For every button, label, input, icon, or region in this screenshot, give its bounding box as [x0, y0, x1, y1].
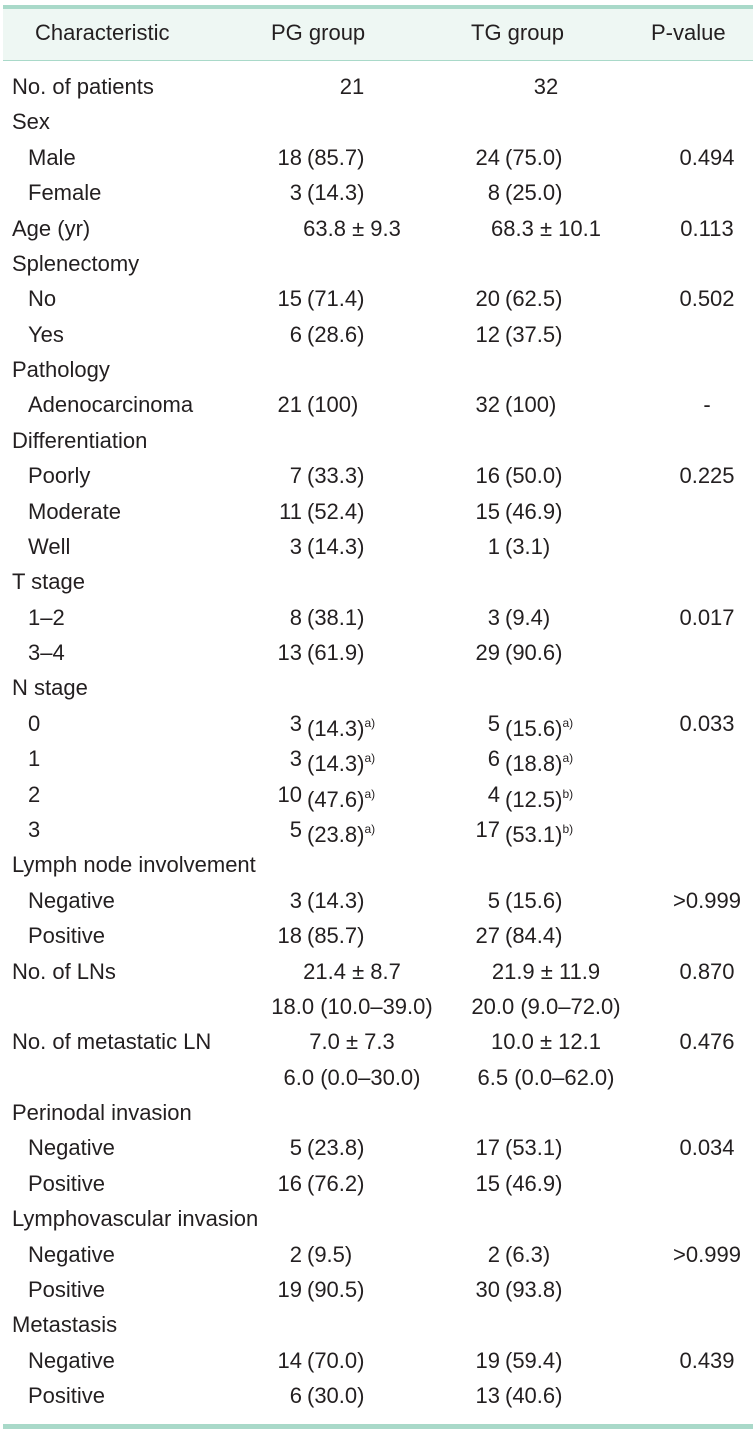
row-label: T stage [12, 569, 85, 595]
pg-percent-text: (14.3) [307, 887, 365, 913]
pg-percent-text: (100) [307, 392, 359, 418]
pg-footnote-mark: a) [364, 821, 376, 836]
pg-count: 5 [289, 1135, 302, 1161]
p-value: 0.870 [679, 958, 735, 984]
tg-percent-text: (84.4) [505, 923, 563, 949]
tg-percent-text: (6.3) [505, 1241, 551, 1267]
row-label: Well [28, 533, 71, 559]
table-row [0, 670, 756, 705]
pg-percent [307, 317, 364, 352]
p-value: 0.502 [679, 286, 735, 312]
table-row [0, 352, 756, 387]
tg-percent-text: (37.5) [505, 321, 563, 347]
pg-percent [307, 812, 375, 852]
pg-percent [307, 1378, 364, 1413]
row-label: Sex [12, 109, 50, 135]
tg-count: 24 [475, 144, 500, 170]
tg-percent [505, 387, 556, 422]
p-value: 0.225 [679, 463, 735, 489]
pg-count: 15 [277, 286, 302, 312]
row-label: No [28, 286, 57, 312]
p-value: 0.476 [679, 1029, 735, 1055]
table-row [0, 812, 756, 847]
tg-count: 17 [475, 816, 500, 842]
row-label: Pathology [12, 357, 110, 383]
pg-percent [307, 635, 364, 670]
pg-percent-text: (90.5) [307, 1276, 365, 1302]
pg-percent-text: (14.3) [307, 715, 365, 741]
pg-count: 18 [277, 144, 302, 170]
tg-percent-text: (40.6) [505, 1383, 563, 1409]
table-row [0, 777, 756, 812]
row-label: 1 [28, 746, 41, 772]
pg-percent-text: (23.8) [307, 1135, 365, 1161]
table-row [0, 140, 756, 175]
tg-percent-text: (12.5) [505, 786, 563, 812]
tg-percent [505, 529, 550, 564]
tg-count: 30 [475, 1276, 500, 1302]
row-label: No. of LNs [12, 958, 116, 984]
table-row [0, 1024, 756, 1059]
pg-percent-text: (14.3) [307, 180, 365, 206]
tg-count: 12 [475, 321, 500, 347]
table-row [0, 954, 756, 989]
tg-count: 3 [487, 604, 500, 630]
row-label: No. of metastatic LN [12, 1029, 212, 1055]
pg-count: 18 [277, 923, 302, 949]
row-label: Yes [28, 321, 64, 347]
table-row [0, 104, 756, 139]
tg-percent [505, 741, 573, 781]
table-row [0, 989, 756, 1024]
row-label: Negative [28, 1135, 115, 1161]
pg-percent [307, 140, 364, 175]
pg-percent-text: (76.2) [307, 1170, 365, 1196]
tg-footnote-mark: a) [562, 715, 574, 730]
tg-count: 20 [475, 286, 500, 312]
row-label: 3 [28, 816, 41, 842]
row-label: Moderate [28, 498, 121, 524]
tg-count: 29 [475, 640, 500, 666]
pg-percent [307, 918, 364, 953]
row-label: Negative [28, 1347, 115, 1373]
table-row [0, 211, 756, 246]
tg-percent [505, 918, 562, 953]
pg-value: 21.4 ± 8.7 [303, 958, 401, 984]
table-row [0, 494, 756, 529]
tg-count: 13 [475, 1383, 500, 1409]
pg-count: 11 [279, 498, 302, 524]
tg-value: 20.0 (9.0–72.0) [471, 993, 621, 1019]
tg-percent-text: (59.4) [505, 1347, 563, 1373]
table-row [0, 741, 756, 776]
row-label: Negative [28, 887, 115, 913]
pg-count: 6 [289, 1383, 302, 1409]
pg-percent [307, 706, 375, 746]
table-row [0, 246, 756, 281]
tg-count: 1 [487, 533, 500, 559]
row-label: Male [28, 144, 76, 170]
row-label: Splenectomy [12, 250, 140, 276]
p-value: 0.494 [679, 144, 735, 170]
row-label: No. of patients [12, 74, 154, 99]
pg-percent [307, 387, 358, 422]
tg-percent [505, 175, 562, 210]
pg-count: 13 [277, 640, 302, 666]
table-row [0, 847, 756, 882]
table-row [0, 1343, 756, 1378]
pg-percent [307, 494, 364, 529]
pg-percent [307, 529, 364, 564]
tg-percent [505, 1378, 562, 1413]
row-label: 2 [28, 781, 41, 807]
table-row [0, 706, 756, 741]
pg-count: 7 [289, 463, 302, 489]
pg-percent-text: (38.1) [307, 604, 365, 630]
tg-percent-text: (90.6) [505, 640, 563, 666]
row-label: Negative [28, 1241, 115, 1267]
pg-percent-text: (85.7) [307, 144, 365, 170]
table-row [0, 883, 756, 918]
p-value: >0.999 [673, 1241, 741, 1267]
pg-percent-text: (52.4) [307, 498, 365, 524]
p-value: 0.439 [679, 1347, 735, 1373]
row-label: Lymph node involvement [12, 852, 256, 878]
tg-percent [505, 494, 562, 529]
p-value: 0.017 [679, 604, 735, 630]
header-characteristic: Characteristic [35, 20, 170, 45]
tg-percent [505, 706, 573, 746]
pg-value: 7.0 ± 7.3 [309, 1029, 395, 1055]
header-pg-group: PG group [271, 20, 366, 45]
table-row [0, 175, 756, 210]
tg-percent-text: (18.8) [505, 751, 563, 777]
table-row [0, 1130, 756, 1165]
tg-footnote-mark: b) [562, 786, 574, 801]
table-row [0, 1166, 756, 1201]
tg-percent [505, 1130, 562, 1165]
pg-percent-text: (14.3) [307, 751, 365, 777]
pg-percent-text: (33.3) [307, 463, 365, 489]
p-value: 0.113 [680, 215, 734, 241]
tg-count: 15 [475, 1170, 500, 1196]
tg-percent-text: (62.5) [505, 286, 563, 312]
pg-percent [307, 1272, 364, 1307]
pg-value: 18.0 (10.0–39.0) [271, 993, 433, 1019]
tg-count: 5 [487, 710, 500, 736]
table-row [0, 1378, 756, 1413]
pg-percent-text: (61.9) [307, 640, 365, 666]
pg-footnote-mark: a) [364, 715, 376, 730]
row-label: Perinodal invasion [12, 1100, 192, 1126]
p-value: >0.999 [673, 887, 741, 913]
pg-value: 21 [339, 74, 365, 99]
pg-percent [307, 741, 375, 781]
tg-count: 32 [475, 392, 500, 418]
pg-count: 21 [277, 392, 302, 418]
row-label: Positive [28, 1276, 106, 1302]
tg-count: 2 [487, 1241, 500, 1267]
tg-count: 16 [475, 463, 500, 489]
table-row [0, 1307, 756, 1342]
tg-percent [505, 140, 562, 175]
tg-percent-text: (100) [505, 392, 557, 418]
pg-percent [307, 883, 364, 918]
table-row [0, 1095, 756, 1130]
table-row [0, 918, 756, 953]
pg-count: 8 [289, 604, 302, 630]
pg-percent-text: (14.3) [307, 533, 365, 559]
pg-count: 3 [289, 533, 302, 559]
table-row [0, 458, 756, 493]
row-label: Positive [28, 1170, 106, 1196]
row-label: Lymphovascular invasion [12, 1206, 259, 1232]
table-row [0, 69, 756, 104]
table-row [0, 1272, 756, 1307]
pg-percent-text: (9.5) [307, 1241, 353, 1267]
tg-percent [505, 1343, 562, 1378]
tg-value: 32 [533, 74, 559, 99]
table-row [0, 600, 756, 635]
p-value: 0.033 [679, 710, 735, 736]
pg-count: 6 [289, 321, 302, 347]
tg-percent [505, 883, 562, 918]
pg-percent [307, 777, 375, 817]
tg-percent-text: (25.0) [505, 180, 563, 206]
pg-count: 3 [289, 887, 302, 913]
tg-percent-text: (53.1) [505, 1135, 563, 1161]
row-label: Positive [28, 923, 106, 949]
tg-percent [505, 281, 562, 316]
table-row [0, 564, 756, 599]
tg-percent [505, 812, 573, 852]
table-row [0, 1060, 756, 1095]
tg-percent-text: (15.6) [505, 715, 563, 741]
pg-count: 14 [277, 1347, 302, 1373]
row-label: Age (yr) [12, 215, 91, 241]
tg-count: 5 [487, 887, 500, 913]
row-label: Adenocarcinoma [28, 392, 194, 418]
header-p-value: P-value [651, 20, 726, 45]
header-tg-group: TG group [471, 20, 564, 45]
pg-percent-text: (71.4) [307, 286, 365, 312]
pg-count: 5 [289, 816, 302, 842]
tg-value: 68.3 ± 10.1 [491, 215, 601, 241]
row-label: 3–4 [28, 640, 65, 666]
tg-percent-text: (46.9) [505, 1170, 563, 1196]
row-label: Differentiation [12, 427, 148, 453]
tg-count: 6 [487, 746, 500, 772]
pg-count: 3 [289, 710, 302, 736]
pg-percent-text: (30.0) [307, 1383, 365, 1409]
tg-percent [505, 635, 562, 670]
tg-percent [505, 1237, 550, 1272]
tg-value: 6.5 (0.0–62.0) [477, 1064, 615, 1090]
table-row [0, 423, 756, 458]
tg-count: 17 [475, 1135, 500, 1161]
pg-percent [307, 281, 364, 316]
pg-percent [307, 1237, 352, 1272]
pg-percent [307, 1130, 364, 1165]
table-row [0, 1201, 756, 1236]
tg-percent-text: (9.4) [505, 604, 551, 630]
pg-percent-text: (70.0) [307, 1347, 365, 1373]
p-value: 0.034 [679, 1135, 735, 1161]
row-label: Positive [28, 1383, 106, 1409]
table-row [0, 281, 756, 316]
tg-percent-text: (46.9) [505, 498, 563, 524]
pg-count: 19 [277, 1276, 302, 1302]
pg-footnote-mark: a) [364, 786, 376, 801]
tg-percent [505, 600, 550, 635]
pg-percent [307, 1343, 364, 1378]
pg-count: 3 [289, 180, 302, 206]
row-label: Poorly [28, 463, 91, 489]
table-header [3, 9, 753, 61]
pg-percent-text: (23.8) [307, 821, 365, 847]
pg-value: 63.8 ± 9.3 [303, 215, 401, 241]
tg-percent [505, 777, 573, 817]
row-label: 0 [28, 710, 41, 736]
row-label: 1–2 [28, 604, 65, 630]
table-row [0, 317, 756, 352]
p-value: - [703, 392, 711, 418]
tg-percent [505, 317, 562, 352]
tg-value: 10.0 ± 12.1 [491, 1029, 601, 1055]
tg-percent-text: (53.1) [505, 821, 563, 847]
tg-percent-text: (3.1) [505, 533, 551, 559]
tg-percent [505, 1272, 562, 1307]
tg-footnote-mark: a) [562, 751, 574, 766]
table-row [0, 387, 756, 422]
tg-count: 8 [487, 180, 500, 206]
tg-count: 27 [475, 923, 500, 949]
tg-count: 19 [475, 1347, 500, 1373]
tg-percent-text: (15.6) [505, 887, 563, 913]
pg-footnote-mark: a) [364, 751, 376, 766]
tg-percent-text: (50.0) [505, 463, 563, 489]
table-row [0, 635, 756, 670]
pg-percent-text: (28.6) [307, 321, 365, 347]
tg-percent [505, 458, 562, 493]
pg-percent [307, 1166, 364, 1201]
pg-percent-text: (47.6) [307, 786, 365, 812]
pg-value: 6.0 (0.0–30.0) [283, 1064, 421, 1090]
pg-count: 2 [289, 1241, 302, 1267]
row-label: N stage [12, 675, 88, 701]
table-row [0, 1237, 756, 1272]
pg-percent [307, 600, 364, 635]
row-label: Female [28, 180, 102, 206]
pg-count: 3 [289, 746, 302, 772]
table-row [0, 529, 756, 564]
tg-footnote-mark: b) [562, 821, 574, 836]
table-bottom-rule [3, 1424, 753, 1429]
row-label: Metastasis [12, 1312, 118, 1338]
tg-percent-text: (75.0) [505, 144, 563, 170]
tg-count: 15 [475, 498, 500, 524]
tg-count: 4 [487, 781, 500, 807]
tg-value: 21.9 ± 11.9 [491, 958, 601, 984]
tg-percent [505, 1166, 562, 1201]
pg-count: 10 [277, 781, 302, 807]
pg-percent [307, 458, 364, 493]
pg-count: 16 [277, 1170, 302, 1196]
pg-percent [307, 175, 364, 210]
pg-percent-text: (85.7) [307, 923, 365, 949]
tg-percent-text: (93.8) [505, 1276, 563, 1302]
